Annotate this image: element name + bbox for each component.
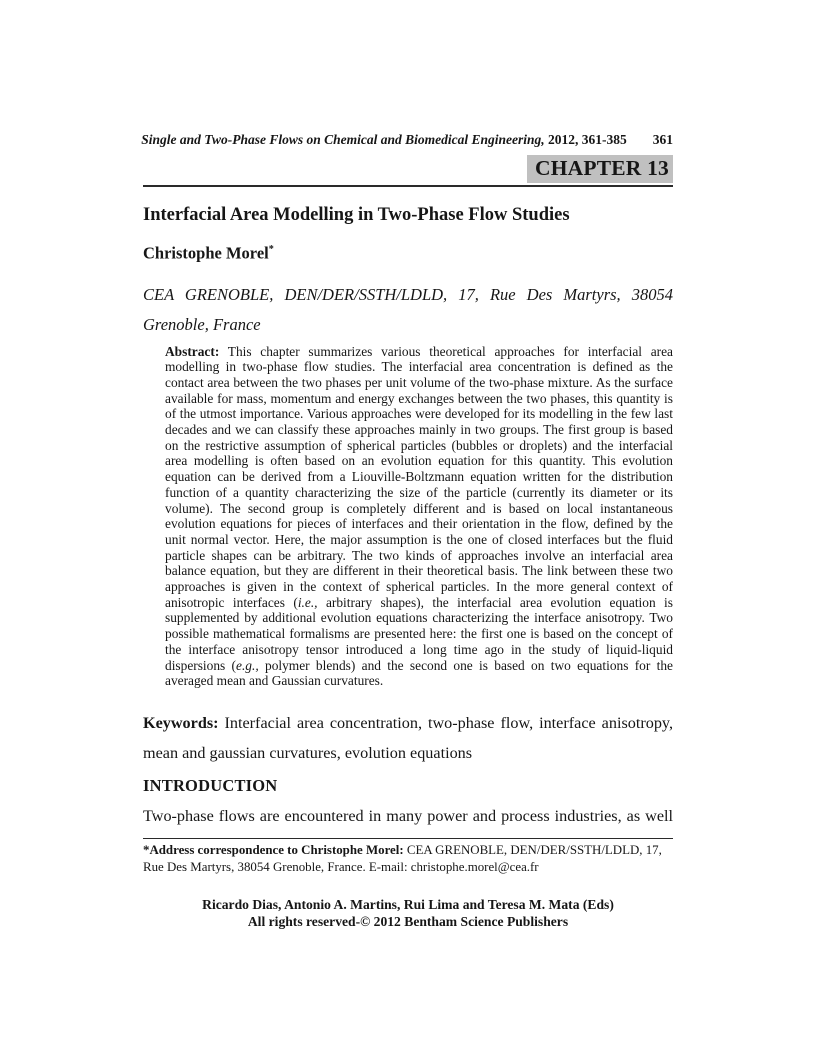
affiliation-line: CEA GRENOBLE, DEN/DER/SSTH/LDLD, 17, Rue Des Martyrs, 38054 xyxy=(143,284,673,304)
footer-editors-line: Ricardo Dias, Antonio A. Martins, Rui Lima and Teresa M. Mata (Eds) xyxy=(202,896,614,912)
running-head-page-number: 361 xyxy=(652,132,673,147)
chapter-row xyxy=(143,155,673,183)
introduction-paragraph: Two-phase flows are encountered in many power and process industries, as well xyxy=(143,806,673,825)
affiliation-line: Grenoble, France xyxy=(143,314,261,334)
author-footnote-marker: * xyxy=(268,244,274,255)
keywords-paragraph: Keywords: Interfacial area concentration, two-phase flow, interface anisotropy, mean and gaussian curvatures, evolution equations xyxy=(143,713,673,762)
footer-copyright-line: All rights reserved-© 2012 Bentham Science Publishers xyxy=(247,913,569,929)
chapter-label: CHAPTER 13 xyxy=(527,155,673,183)
running-head xyxy=(143,131,673,148)
author-affiliation xyxy=(143,280,673,340)
section-heading-introduction: INTRODUCTION xyxy=(143,775,278,795)
header-rule xyxy=(143,185,673,187)
author-line xyxy=(143,240,673,264)
author-name: Christophe Morel xyxy=(143,243,269,263)
correspondence-footnote: *Address correspondence to Christophe Morel: CEA GRENOBLE, DEN/DER/SSTH/LDLD, 17, Rue Des Martyrs, 38054 Grenoble, France. E-mail: christophe.morel@cea.fr xyxy=(143,842,662,874)
footnote-rule xyxy=(143,838,673,839)
page-footer xyxy=(143,896,673,930)
article-title: Interfacial Area Modelling in Two-Phase Flow Studies xyxy=(143,205,570,225)
running-head-title: Single and Two-Phase Flows on Chemical and Biomedical Engineering, 2012, 361-385 xyxy=(141,132,627,147)
abstract-paragraph: Abstract: This chapter summarizes various theoretical approaches for interfacial area modelling in two-phase flow studies. The interfacial area concentration is defined as the contact area between the two phases per unit volume of the two-phase mixture. As the surface available for mass, momentum and energy exchanges between the two phases, this quantity is of the utmost importance. Various approaches were developed for its modelling in the few last decades and we can classify these approaches mainly in two groups. The first group is based on the restrictive assumption of spherical particles (bubbles or droplets) and the interfacial area modelling is often based on an evolution equation for this quantity. This evolution equation can be derived from a Liouville-Boltzmann equation written for the distribution function of a quantity characterizing the size of the particle (currently its diameter or its volume). The second group is completely different and is based on local instantaneous evolution equations for pieces of interfaces and their orientation in the flow, defined by the unit normal vector. Here, the major assumption is the one of closed interfaces but the fluid particle shapes can be arbitrary. The two kinds of approaches involve an interfacial area balance equation, but they are different in their theoretical basis. The link between these two approaches is given in the context of spherical particles. In the more general context of anisotropic interfaces (i.e., arbitrary shapes), the interfacial area evolution equation is supplemented by additional evolution equations characterizing the interface anisotropy. Two possible mathematical formalisms are presented here: the first one is based on the concept of the interface anisotropy tensor introduced a long time ago in the study of liquid-liquid dispersions (e.g., polymer blends) and the second one is based on two equations for the averaged mean and Gaussian curvatures. xyxy=(165,343,673,689)
